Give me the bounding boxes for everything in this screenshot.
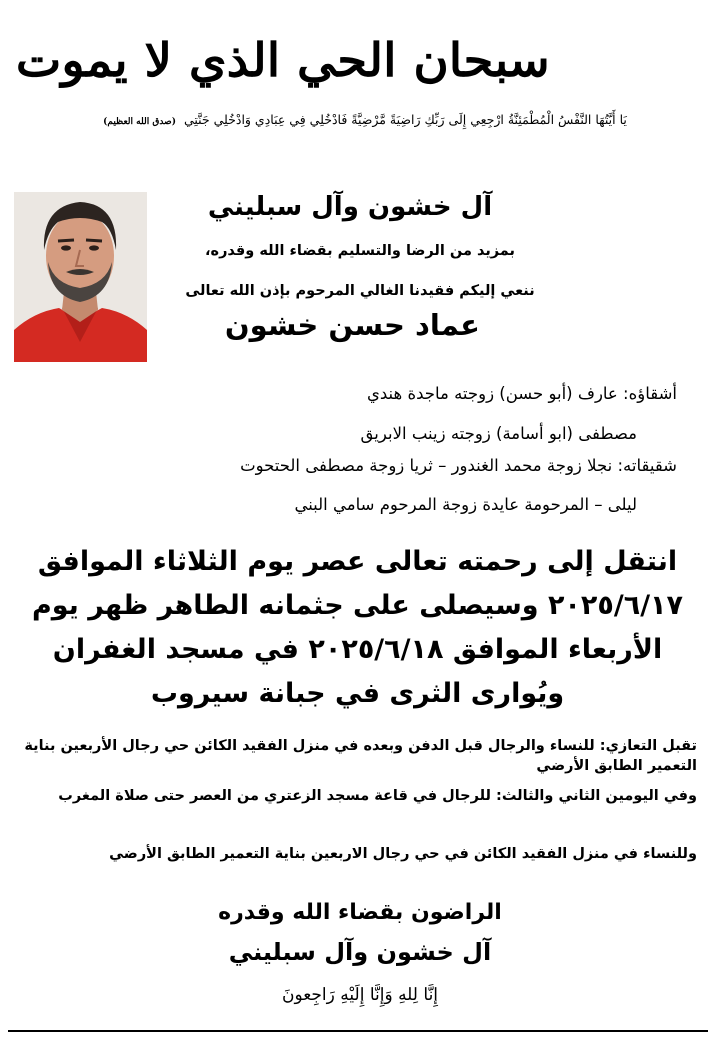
calligraphy-header: سبحان الحي الذي لا يموت	[15, 33, 550, 87]
quran-verse	[40, 112, 690, 127]
death-announcement	[30, 540, 685, 716]
sisters-line-2: ليلى – المرحومة عايدة زوجة المرحوم سامي البني	[294, 495, 637, 514]
deceased-photo	[14, 192, 147, 362]
intro-line-2: ننعي إليكم فقيدنا الغالي المرحوم بإذن الله تعالى	[185, 283, 535, 299]
intro-line-1: بمزيد من الرضا والتسليم بقضاء الله وقدره،	[205, 243, 515, 259]
closing-line-1: الراضون بقضاء الله وقدره	[218, 900, 502, 925]
sisters-label: شقيقاته:	[617, 456, 677, 475]
sisters-text-1: نجلا زوجة محمد الغندور – ثريا زوجة مصطفى الحتحوت	[240, 456, 613, 475]
bottom-divider	[8, 1030, 708, 1032]
condolences-line-1: تقبل التعازي: للنساء والرجال قبل الدفن وبعده في منزل الفقيد الكائن حي رجال الأربعين بناية التعمير الطابق الأرضي	[24, 738, 697, 774]
announcement-line: ٢٠٢٥/٦/١٧ وسيصلى على جثمانه الطاهر ظهر يوم	[31, 590, 684, 621]
verse-text: يَا أَيَّتُهَا النَّفْسُ الْمُطْمَئِنَّةُ ارْجِعِي إِلَى رَبِّكِ رَاضِيَةً مَّرْضِيَّةً فَادْخُلِي فِي عِبَادِي وَادْخُلِي جَنَّتِي	[183, 112, 627, 127]
condolences-line-2: وفي اليومين الثاني والثالث: للرجال في قاعة مسجد الزعتري من العصر حتى صلاة المغرب	[58, 788, 697, 804]
brothers-line-1	[367, 384, 677, 403]
deceased-name: عماد حسن خشون	[224, 308, 480, 342]
closing-verse: إِنَّا لِلهِ وَإِنَّا إِلَيْهِ رَاجِعونَ	[281, 985, 439, 1005]
closing-family: آل خشون وآل سبليني	[228, 938, 492, 966]
announcement-line: انتقل إلى رحمته تعالى عصر يوم الثلاثاء الموافق	[37, 546, 678, 577]
verse-reference: (صدق الله العظيم)	[103, 117, 176, 127]
brothers-label: أشقاؤه:	[623, 384, 677, 403]
brothers-text-1: عارف (أبو حسن) زوجته ماجدة هندي	[366, 384, 618, 403]
sisters-line-1	[240, 456, 677, 475]
condolences-line-3: وللنساء في منزل الفقيد الكائن في حي رجال الاربعين بناية التعمير الطابق الأرضي	[109, 846, 697, 862]
brothers-line-2: مصطفى (ابو أسامة) زوجته زينب الابريق	[360, 424, 637, 443]
announcement-line: ويُوارى الثرى في جبانة سيروب	[150, 678, 565, 709]
family-title: آل خشون وآل سبليني	[207, 192, 493, 222]
announcement-line: الأربعاء الموافق ٢٠٢٥/٦/١٨ في مسجد الغفران	[52, 634, 663, 665]
